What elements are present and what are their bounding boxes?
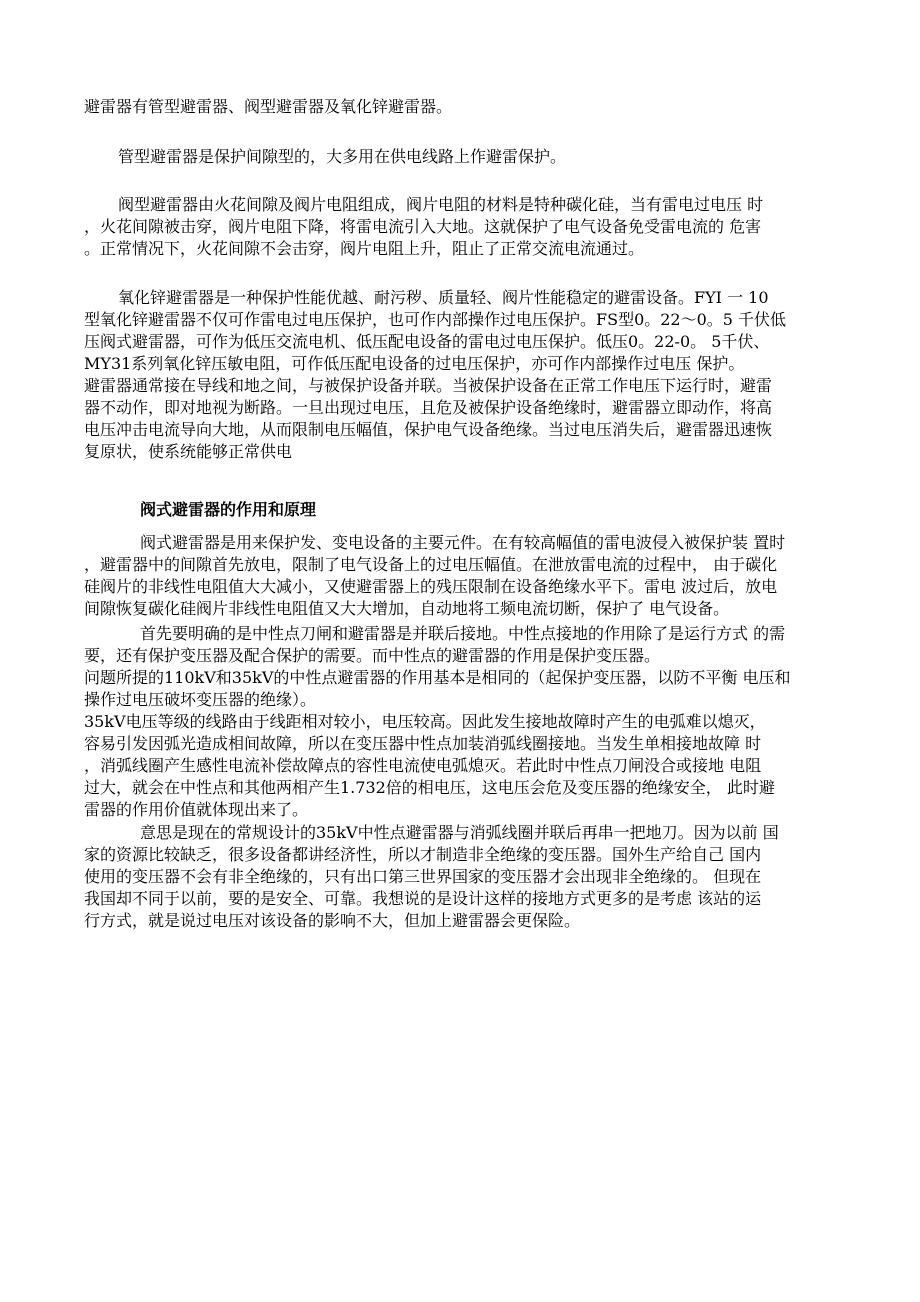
paragraph-line: MY31系列氧化锌压敏电阻，可作低压配电设备的过电压保护，亦可作内部操作过电压 保护。 bbox=[84, 354, 745, 373]
paragraph-line: 首先要明确的是中性点刀闸和避雷器是并联后接地。中性点接地的作用除了是运行方式 的需 bbox=[140, 624, 786, 643]
paragraph-line: 电压冲击电流导向大地，从而限制电压幅值，保护电气设备绝缘。当过电压消失后，避雷器迅速恢 bbox=[84, 420, 773, 439]
paragraph-line: 我国却不同于以前，要的是安全、可靠。我想说的是设计这样的接地方式更多的是考虑 该站的运 bbox=[84, 889, 762, 908]
paragraph-line: ，避雷器中的间隙首先放电，限制了电气设备上的过电压幅值。在泄放雷电流的过程中， 由于碳化 bbox=[84, 555, 778, 574]
paragraph-line: 复原状，使系统能够正常供电 bbox=[84, 442, 293, 461]
paragraph-line: 操作过电压破坏变压器的绝缘）。 bbox=[84, 690, 317, 709]
paragraph-line: ，火花间隙被击穿，阀片电阻下降，将雷电流引入大地。这就保护了电气设备免受雷电流的 危害 bbox=[84, 217, 762, 236]
paragraph-line: 要，还有保护变压器及配合保护的需要。而中性点的避雷器的作用是保护变压器。 bbox=[84, 646, 661, 665]
paragraph-line: 雷器的作用价值就体现出来了。 bbox=[84, 800, 309, 819]
paragraph-line: 氧化锌避雷器是一种保护性能优越、耐污秽、质量轻、阀片性能稳定的避雷设备。FYI 一 10 bbox=[118, 288, 769, 307]
paragraph-line: 问题所提的110kV和35kV的中性点避雷器的作用基本是相同的（起保护变压器，以防不平衡 电压和 bbox=[84, 668, 791, 687]
paragraph-line: 容易引发因弧光造成相间故障，所以在变压器中性点加装消弧线圈接地。当发生单相接地故障 时 bbox=[84, 734, 762, 753]
paragraph-line: 管型避雷器是保护间隙型的，大多用在供电线路上作避雷保护。 bbox=[118, 147, 567, 166]
paragraph-line: 硅阀片的非线性电阻值大大减小，又使避雷器上的残压限制在设备绝缘水平下。雷电 波过后，放电 bbox=[84, 577, 778, 596]
paragraph-line: 过大，就会在中性点和其他两相产生1.732倍的相电压，这电压会危及变压器的绝缘安全， 此时避 bbox=[84, 778, 775, 797]
paragraph-line: 阀型避雷器由火花间隙及阀片电阻组成，阀片电阻的材料是特种碳化硅，当有雷电过电压 时 bbox=[118, 195, 764, 214]
paragraph-line: 间隙恢复碳化硅阀片非线性电阻值又大大增加，自动地将工频电流切断，保护了 电气设备。 bbox=[84, 599, 730, 618]
section-heading: 阀式避雷器的作用和原理 bbox=[140, 500, 317, 519]
paragraph-line: 型氧化锌避雷器不仅可作雷电过电压保护，也可作内部操作过电压保护。FS型0。22～0。5 千伏低 bbox=[84, 310, 787, 329]
paragraph-line: ，消弧线圈产生感性电流补偿故障点的容性电流使电弧熄灭。若此时中性点刀闸没合或接地 电阻 bbox=[84, 756, 762, 775]
paragraph-line: 行方式，就是说过电压对该设备的影响不大，但加上避雷器会更保险。 bbox=[84, 911, 581, 930]
paragraph-line: 使用的变压器不会有非全绝缘的，只有出口第三世界国家的变压器才会出现非全绝缘的。 但现在 bbox=[84, 867, 762, 886]
paragraph-line: 35kV电压等级的线路由于线距相对较小，电压较高。因此发生接地故障时产生的电弧难以熄灭， bbox=[84, 712, 766, 731]
paragraph-line: 压阀式避雷器，可作为低压交流电机、低压配电设备的雷电过电压保护。低压0。22-0。 5千伏、 bbox=[84, 332, 770, 351]
paragraph-line: 避雷器有管型避雷器、阀型避雷器及氧化锌避雷器。 bbox=[84, 97, 453, 116]
paragraph-line: 。正常情况下，火花间隙不会击穿，阀片电阻上升，阻止了正常交流电流通过。 bbox=[84, 239, 645, 258]
paragraph-line: 意思是现在的常规设计的35kV中性点避雷器与消弧线圈并联后再串一把地刀。因为以前 国 bbox=[140, 823, 779, 842]
paragraph-line: 阀式避雷器是用来保护发、变电设备的主要元件。在有较高幅值的雷电波侵入被保护装 置时 bbox=[140, 533, 786, 552]
paragraph-line: 避雷器通常接在导线和地之间，与被保护设备并联。当被保护设备在正常工作电压下运行时，避雷 bbox=[84, 376, 773, 395]
paragraph-line: 器不动作，即对地视为断路。一旦出现过电压，且危及被保护设备绝缘时，避雷器立即动作，将高 bbox=[84, 398, 773, 417]
paragraph-line: 家的资源比较缺乏，很多设备都讲经济性，所以才制造非全绝缘的变压器。国外生产给自己 国内 bbox=[84, 845, 762, 864]
